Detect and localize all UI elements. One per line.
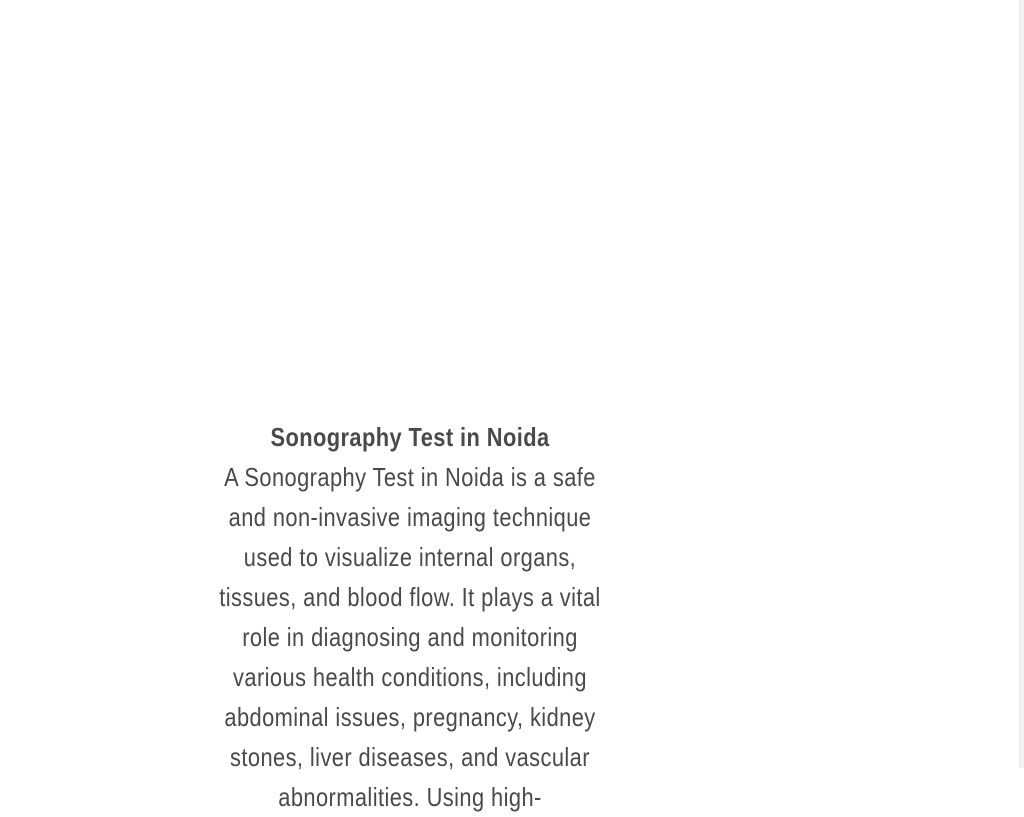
document-body: A Sonography Test in Noida is a safe and non-invasive imaging technique used to visualize internal organs, tissues, and blood flow. It plays a vital role in diagnosing and monitoring various health conditions, including abdominal issues, pregnancy, kidney stones, liver diseases, and vascular abnormalities. Using high- — [219, 462, 601, 812]
scrollbar-track[interactable] — [1019, 0, 1024, 768]
document-title: Sonography Test in Noida — [270, 422, 550, 452]
document-content — [178, 417, 642, 817]
